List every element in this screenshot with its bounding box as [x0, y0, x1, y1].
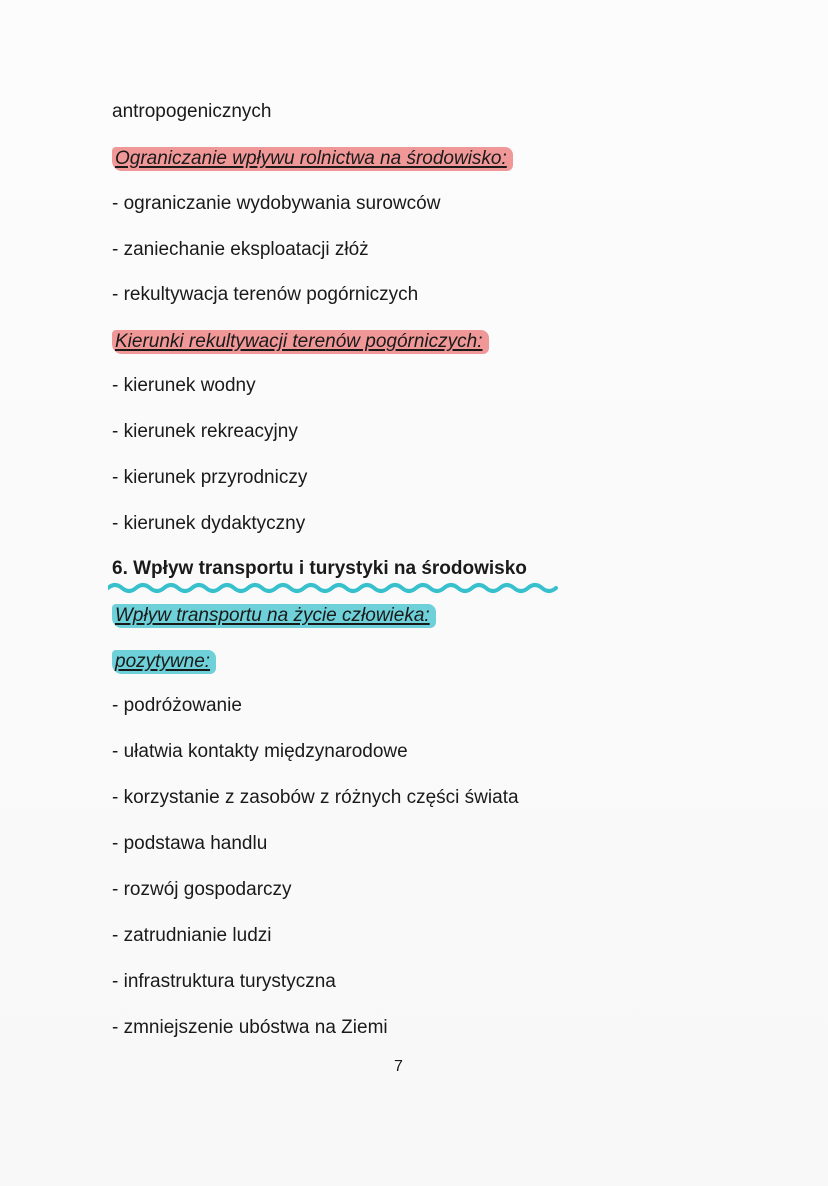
wavy-underline-icon: [108, 580, 562, 596]
pink-highlight: Kierunki rekultywacji terenów pogórniczych:: [112, 330, 489, 354]
highlighted-heading-transport: [112, 604, 436, 628]
list-item: - kierunek wodny: [112, 375, 256, 396]
list-item: - rozwój gospodarczy: [112, 879, 292, 900]
list-item: - kierunek rekreacyjny: [112, 421, 298, 442]
highlighted-heading-reclamation: [112, 330, 489, 354]
list-item: - podróżowanie: [112, 695, 242, 716]
list-item: - kierunek przyrodniczy: [112, 467, 308, 488]
intro-text: antropogenicznych: [112, 101, 272, 122]
list-item: - ułatwia kontakty międzynarodowe: [112, 741, 408, 762]
section-heading: 6. Wpływ transportu i turystyki na środowisko: [112, 558, 527, 579]
list-item: - korzystanie z zasobów z różnych części świata: [112, 787, 519, 808]
page-number: 7: [394, 1058, 403, 1075]
list-item: - ograniczanie wydobywania surowców: [112, 193, 441, 214]
list-item: - infrastruktura turystyczna: [112, 971, 336, 992]
list-item: - zatrudnianie ludzi: [112, 925, 272, 946]
highlighted-heading-positive: [112, 650, 216, 674]
list-item: - kierunek dydaktyczny: [112, 513, 306, 534]
cyan-highlight: Wpływ transportu na życie człowieka:: [112, 604, 436, 628]
list-item: - zmniejszenie ubóstwa na Ziemi: [112, 1017, 388, 1038]
list-item: - zaniechanie eksploatacji złóż: [112, 239, 369, 260]
cyan-highlight: pozytywne:: [112, 650, 216, 674]
list-item: - rekultywacja terenów pogórniczych: [112, 284, 419, 305]
list-item: - podstawa handlu: [112, 833, 268, 854]
highlighted-heading-agriculture: [112, 147, 513, 171]
pink-highlight: Ograniczanie wpływu rolnictwa na środowisko:: [112, 147, 513, 171]
